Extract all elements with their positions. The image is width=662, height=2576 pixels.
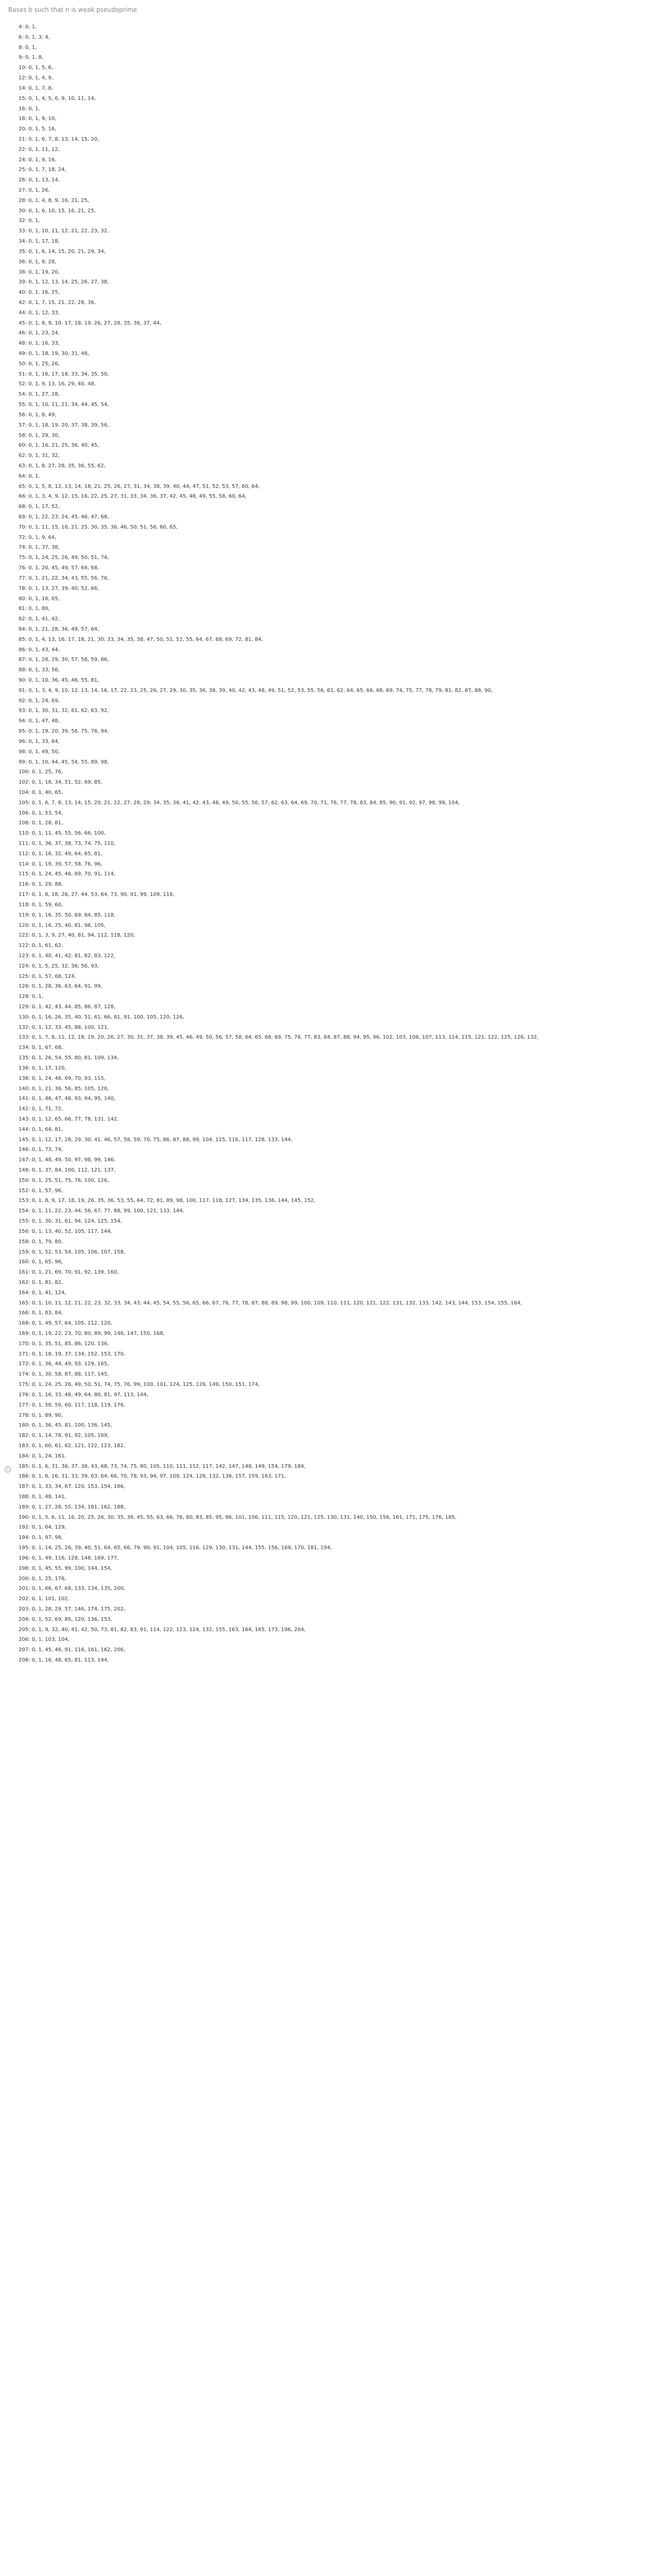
list-item: 187: 0, 1, 33, 34, 67, 120, 153, 154, 186, xyxy=(19,1484,125,1490)
list-item: 44: 0, 1, 12, 33, xyxy=(19,310,60,316)
list-item: 128: 0, 1, xyxy=(19,994,43,1000)
list-item: 38: 0, 1, 19, 20, xyxy=(19,269,60,275)
list-item: 188: 0, 1, 48, 141, xyxy=(19,1494,67,1500)
list-item: 206: 0, 1, 103, 104, xyxy=(19,1637,70,1643)
list-item: 32: 0, 1, xyxy=(19,218,40,224)
list-item: 42: 0, 1, 7, 15, 21, 22, 28, 36, xyxy=(19,299,96,306)
list-item: 91: 0, 1, 3, 4, 9, 10, 12, 13, 14, 16, 17, 22, 23, 25, 26, 27, 29, 30, 35, 36, 38, 39, 40, 42, 43, 48, 49, 51, 52, 53, 55, 56, 61, 62, 64, 65, 66, 68, 69, 74, 75, 77, 78, 79, 81, 82, 87, 88, 90, xyxy=(19,687,493,693)
list-item: 78: 0, 1, 13, 27, 39, 40, 52, 66, xyxy=(19,585,100,591)
list-item: 96: 0, 1, 33, 64, xyxy=(19,738,60,744)
list-item: 108: 0, 1, 28, 81, xyxy=(19,820,63,826)
list-item: 116: 0, 1, 29, 88, xyxy=(19,882,63,888)
list-item: 39: 0, 1, 12, 13, 14, 25, 26, 27, 38, xyxy=(19,279,109,285)
list-item: 169: 0, 1, 19, 22, 23, 70, 80, 89, 99, 146, 147, 150, 168, xyxy=(19,1331,165,1336)
list-item: 158: 0, 1, 79, 80, xyxy=(19,1239,63,1245)
list-item: 110: 0, 1, 11, 45, 55, 56, 66, 100, xyxy=(19,831,106,837)
list-item: 144: 0, 1, 64, 81, xyxy=(19,1126,63,1132)
list-item: 52: 0, 1, 9, 13, 16, 29, 40, 48, xyxy=(19,381,96,387)
list-item: 132: 0, 1, 12, 33, 45, 88, 100, 121, xyxy=(19,1024,109,1030)
list-item: 74: 0, 1, 37, 38, xyxy=(19,545,60,551)
result-list xyxy=(19,22,653,1666)
list-item: 207: 0, 1, 45, 46, 91, 116, 161, 162, 206, xyxy=(19,1647,125,1653)
list-item: 153: 0, 1, 8, 9, 17, 18, 19, 26, 35, 36, 53, 55, 64, 72, 81, 89, 98, 100, 117, 118, 127, 134, 135, 136, 144, 145, 152, xyxy=(19,1198,316,1204)
list-item: 140: 0, 1, 21, 36, 56, 85, 105, 120, xyxy=(19,1086,109,1092)
list-item: 136: 0, 1, 17, 120, xyxy=(19,1065,67,1071)
list-item: 201: 0, 1, 66, 67, 68, 133, 134, 135, 200, xyxy=(19,1586,125,1592)
list-item: 92: 0, 1, 24, 69, xyxy=(19,698,60,704)
list-item: 82: 0, 1, 41, 42, xyxy=(19,616,60,622)
list-item: 174: 0, 1, 30, 58, 87, 88, 117, 145, xyxy=(19,1371,109,1378)
list-item: 36: 0, 1, 9, 28, xyxy=(19,259,57,265)
list-item: 135: 0, 1, 26, 54, 55, 80, 81, 109, 134, xyxy=(19,1055,119,1061)
list-item: 145: 0, 1, 12, 17, 28, 29, 30, 41, 46, 57, 58, 59, 70, 75, 86, 87, 88, 99, 104, 115, 116, 117, 128, 133, 144, xyxy=(19,1137,293,1143)
list-item: 143: 0, 1, 12, 65, 66, 77, 78, 131, 142, xyxy=(19,1116,119,1122)
list-item: 133: 0, 1, 7, 8, 11, 12, 18, 19, 20, 26, 27, 30, 31, 37, 38, 39, 45, 46, 49, 50, 56, 57, 58, 64, 65, 68, 69, 75, 76, 77, 83, 84, 87, 88, 94, 95, 96, 102, 103, 106, 107, 113, 114, 115, 121, 122, 125, 126, 132, xyxy=(19,1035,539,1041)
list-item: 190: 0, 1, 5, 6, 11, 16, 20, 25, 26, 30, 35, 36, 45, 55, 63, 66, 76, 80, 83, 85, 95, 96, 101, 106, 111, 115, 120, 121, 125, 130, 131, 140, 150, 156, 161, 171, 175, 176, 185, xyxy=(19,1514,457,1520)
list-item: 15: 0, 1, 4, 5, 6, 9, 10, 11, 14, xyxy=(19,95,96,101)
list-item: 88: 0, 1, 33, 56, xyxy=(19,667,60,673)
list-item: 184: 0, 1, 24, 161, xyxy=(19,1453,67,1459)
list-item: 170: 0, 1, 35, 51, 85, 86, 120, 136, xyxy=(19,1341,109,1347)
list-item: 118: 0, 1, 59, 60, xyxy=(19,902,63,908)
list-item: 75: 0, 1, 24, 25, 26, 49, 50, 51, 74, xyxy=(19,555,109,561)
list-item: 49: 0, 1, 18, 19, 30, 31, 48, xyxy=(19,351,89,357)
list-item: 178: 0, 1, 89, 90, xyxy=(19,1412,63,1418)
list-item: 203: 0, 1, 28, 29, 57, 146, 174, 175, 202, xyxy=(19,1606,125,1612)
list-item: 26: 0, 1, 13, 14, xyxy=(19,177,60,183)
list-item: 87: 0, 1, 28, 29, 30, 57, 58, 59, 86, xyxy=(19,657,109,663)
list-item: 126: 0, 1, 28, 36, 63, 64, 91, 99, xyxy=(19,984,103,990)
list-item: 50: 0, 1, 25, 26, xyxy=(19,361,60,367)
list-item: 70: 0, 1, 11, 15, 16, 21, 25, 30, 35, 36, 46, 50, 51, 56, 60, 65, xyxy=(19,524,178,530)
list-item: 68: 0, 1, 17, 52, xyxy=(19,504,60,510)
list-item: 18: 0, 1, 9, 10, xyxy=(19,116,57,122)
list-item: 120: 0, 1, 16, 25, 40, 81, 96, 105, xyxy=(19,922,106,928)
list-item: 130: 0, 1, 16, 26, 35, 40, 51, 61, 66, 81, 91, 100, 105, 120, 126, xyxy=(19,1014,185,1020)
list-item: 34: 0, 1, 17, 18, xyxy=(19,239,60,245)
list-item: 205: 0, 1, 9, 32, 40, 41, 42, 50, 73, 81, 82, 83, 91, 114, 122, 123, 124, 132, 155, 163, 164, 165, 173, 196, 204, xyxy=(19,1626,306,1633)
list-item: 65: 0, 1, 5, 8, 12, 13, 14, 18, 21, 25, 26, 27, 31, 34, 38, 39, 40, 44, 47, 51, 52, 53, 57, 60, 64, xyxy=(19,483,260,489)
list-item: 100: 0, 1, 25, 76, xyxy=(19,769,63,775)
list-item: 150: 0, 1, 25, 51, 75, 76, 100, 126, xyxy=(19,1177,109,1183)
list-item: 204: 0, 1, 52, 69, 85, 120, 136, 153, xyxy=(19,1616,112,1622)
list-item: 80: 0, 1, 16, 65, xyxy=(19,596,60,602)
list-item: 58: 0, 1, 29, 30, xyxy=(19,432,60,438)
list-item: 114: 0, 1, 19, 39, 57, 58, 76, 96, xyxy=(19,861,103,867)
list-item: 86: 0, 1, 43, 44, xyxy=(19,647,60,653)
list-item: 56: 0, 1, 8, 49, xyxy=(19,412,57,418)
list-item: 48: 0, 1, 16, 33, xyxy=(19,341,60,347)
list-item: 202: 0, 1, 101, 102, xyxy=(19,1596,70,1602)
list-item: 84: 0, 1, 21, 28, 36, 49, 57, 64, xyxy=(19,626,100,632)
list-item: 95: 0, 1, 19, 20, 39, 56, 75, 76, 94, xyxy=(19,728,109,735)
list-item: 119: 0, 1, 16, 35, 50, 69, 84, 85, 118, xyxy=(19,912,115,918)
list-item: 171: 0, 1, 18, 19, 37, 134, 152, 153, 170, xyxy=(19,1351,125,1357)
list-item: 159: 0, 1, 52, 53, 54, 105, 106, 107, 158, xyxy=(19,1249,125,1255)
list-item: 24: 0, 1, 9, 16, xyxy=(19,157,57,163)
list-item: 66: 0, 1, 3, 4, 9, 12, 15, 16, 22, 25, 27, 31, 33, 34, 36, 37, 42, 45, 48, 49, 55, 58, 60, 64, xyxy=(19,494,247,500)
list-item: 147: 0, 1, 48, 49, 50, 97, 98, 99, 146, xyxy=(19,1157,115,1163)
list-item: 208: 0, 1, 16, 48, 65, 81, 113, 144, xyxy=(19,1657,109,1663)
list-item: 57: 0, 1, 18, 19, 20, 37, 38, 39, 56, xyxy=(19,422,109,428)
info-icon[interactable]: i xyxy=(5,1466,11,1472)
list-item: 99: 0, 1, 10, 44, 45, 54, 55, 89, 98, xyxy=(19,759,109,765)
list-item: 45: 0, 1, 8, 9, 10, 17, 18, 19, 26, 27, 28, 35, 36, 37, 44, xyxy=(19,320,161,326)
list-item: 69: 0, 1, 22, 23, 24, 45, 46, 47, 68, xyxy=(19,514,109,520)
list-item: 27: 0, 1, 26, xyxy=(19,188,50,193)
list-item: 138: 0, 1, 24, 46, 69, 70, 93, 115, xyxy=(19,1075,106,1081)
list-item: 189: 0, 1, 27, 28, 55, 134, 161, 162, 188, xyxy=(19,1504,125,1510)
list-item: 93: 0, 1, 30, 31, 32, 61, 62, 63, 92, xyxy=(19,708,109,714)
list-item: 33: 0, 1, 10, 11, 12, 21, 22, 23, 32, xyxy=(19,228,109,234)
list-item: 194: 0, 1, 97, 98, xyxy=(19,1535,63,1541)
list-item: 198: 0, 1, 45, 55, 99, 100, 144, 154, xyxy=(19,1565,112,1571)
list-item: 196: 0, 1, 49, 116, 128, 148, 169, 177, xyxy=(19,1555,119,1561)
list-item: 134: 0, 1, 67, 68, xyxy=(19,1045,63,1051)
list-item: 146: 0, 1, 73, 74, xyxy=(19,1147,63,1153)
list-item: 54: 0, 1, 27, 28, xyxy=(19,392,60,398)
list-item: 123: 0, 1, 40, 41, 42, 81, 82, 83, 122, xyxy=(19,953,115,959)
list-item: 180: 0, 1, 36, 45, 81, 100, 136, 145, xyxy=(19,1422,112,1429)
list-item: 22: 0, 1, 11, 12, xyxy=(19,146,60,152)
list-item: 20: 0, 1, 5, 16, xyxy=(19,126,57,132)
page-title: Bases b such that n is weak pseudoprime xyxy=(8,6,137,13)
list-item: 9: 0, 1, 8, xyxy=(19,55,43,61)
list-item: 106: 0, 1, 53, 54, xyxy=(19,810,63,816)
list-item: 35: 0, 1, 6, 14, 15, 20, 21, 29, 34, xyxy=(19,248,106,255)
list-item: 4: 0, 1, xyxy=(19,24,37,30)
list-item: 25: 0, 1, 7, 18, 24, xyxy=(19,167,67,173)
list-item: 186: 0, 1, 6, 16, 31, 33, 39, 63, 64, 66, 70, 78, 93, 94, 97, 109, 124, 126, 132, 136, 157, 159, 163, 171, xyxy=(19,1473,286,1480)
list-item: 6: 0, 1, 3, 4, xyxy=(19,34,50,40)
list-item: 152: 0, 1, 57, 96, xyxy=(19,1188,63,1194)
list-item: 200: 0, 1, 25, 176, xyxy=(19,1575,67,1582)
list-item: 76: 0, 1, 20, 45, 49, 57, 64, 68, xyxy=(19,565,100,571)
list-item: 64: 0, 1, xyxy=(19,473,40,479)
list-item: 166: 0, 1, 83, 84, xyxy=(19,1310,63,1316)
list-item: 94: 0, 1, 47, 48, xyxy=(19,718,60,724)
list-item: 156: 0, 1, 13, 40, 52, 105, 117, 144, xyxy=(19,1228,112,1234)
list-item: 112: 0, 1, 16, 32, 49, 64, 65, 81, xyxy=(19,851,103,857)
list-item: 8: 0, 1, xyxy=(19,44,37,50)
list-item: 160: 0, 1, 65, 96, xyxy=(19,1259,63,1265)
list-item: 155: 0, 1, 30, 31, 61, 94, 124, 125, 154, xyxy=(19,1218,122,1225)
list-item: 72: 0, 1, 9, 64, xyxy=(19,534,57,540)
list-item: 105: 0, 1, 6, 7, 8, 13, 14, 15, 20, 21, 22, 27, 28, 29, 34, 35, 36, 41, 42, 43, 48, 49, 50, 55, 56, 57, 62, 63, 64, 69, 70, 71, 76, 77, 78, 83, 84, 85, 90, 91, 92, 97, 98, 99, 104, xyxy=(19,800,460,806)
list-item: 182: 0, 1, 14, 78, 91, 92, 105, 169, xyxy=(19,1433,109,1439)
list-item: 176: 0, 1, 16, 33, 48, 49, 64, 80, 81, 97, 113, 144, xyxy=(19,1392,148,1398)
list-item: 104: 0, 1, 40, 65, xyxy=(19,789,63,795)
list-item: 175: 0, 1, 24, 25, 26, 49, 50, 51, 74, 75, 76, 99, 100, 101, 124, 125, 126, 149, 150, 151, 174, xyxy=(19,1382,260,1388)
list-item: 90: 0, 1, 10, 36, 45, 46, 55, 81, xyxy=(19,677,100,683)
list-item: 122: 0, 1, 3, 9, 27, 40, 81, 94, 112, 118, 120, xyxy=(19,933,135,939)
list-item: 142: 0, 1, 71, 72, xyxy=(19,1106,63,1112)
list-item: 60: 0, 1, 16, 21, 25, 36, 40, 45, xyxy=(19,443,100,449)
list-item: 162: 0, 1, 81, 82, xyxy=(19,1279,63,1285)
list-item: 77: 0, 1, 21, 22, 34, 43, 55, 56, 76, xyxy=(19,575,109,581)
list-item: 21: 0, 1, 6, 7, 8, 13, 14, 15, 20, xyxy=(19,136,100,142)
list-item: 161: 0, 1, 21, 69, 70, 91, 92, 139, 160, xyxy=(19,1269,119,1276)
list-item: 46: 0, 1, 23, 24, xyxy=(19,330,60,336)
list-item: 164: 0, 1, 41, 124, xyxy=(19,1290,67,1296)
list-item: 185: 0, 1, 6, 31, 36, 37, 38, 43, 68, 73, 74, 75, 80, 105, 110, 111, 112, 117, 142, 147, 148, 149, 154, 179, 184, xyxy=(19,1463,306,1469)
list-item: 55: 0, 1, 10, 11, 21, 34, 44, 45, 54, xyxy=(19,402,109,408)
list-item: 117: 0, 1, 8, 18, 26, 27, 44, 53, 64, 73, 90, 91, 99, 109, 116, xyxy=(19,892,175,898)
list-item: 192: 0, 1, 64, 129, xyxy=(19,1524,67,1531)
list-item: 111: 0, 1, 36, 37, 38, 73, 74, 75, 110, xyxy=(19,841,115,846)
list-item: 148: 0, 1, 37, 84, 100, 112, 121, 137, xyxy=(19,1167,115,1173)
list-item: 165: 0, 1, 10, 11, 12, 21, 22, 23, 32, 33, 34, 43, 44, 45, 54, 55, 56, 65, 66, 67, 76, 77, 78, 87, 88, 89, 98, 99, 100, 109, 110, 111, 120, 121, 122, 131, 132, 133, 142, 143, 144, 153, 154, 155, 164, xyxy=(19,1300,522,1306)
list-item: 125: 0, 1, 57, 68, 124, xyxy=(19,973,76,979)
list-item: 85: 0, 1, 4, 13, 16, 17, 18, 21, 30, 33, 34, 35, 38, 47, 50, 51, 52, 55, 64, 67, 68, 69, 72, 81, 84, xyxy=(19,636,263,642)
list-item: 115: 0, 1, 24, 45, 46, 69, 70, 91, 114, xyxy=(19,871,115,877)
list-item: 129: 0, 1, 42, 43, 44, 85, 86, 87, 128, xyxy=(19,1004,115,1010)
list-item: 124: 0, 1, 5, 25, 32, 36, 56, 93, xyxy=(19,963,100,969)
list-item: 122: 0, 1, 61, 62, xyxy=(19,943,63,949)
list-item: 172: 0, 1, 36, 44, 49, 93, 129, 165, xyxy=(19,1361,109,1367)
list-item: 14: 0, 1, 7, 8, xyxy=(19,85,53,91)
list-item: 81: 0, 1, 80, xyxy=(19,606,50,612)
list-item: 63: 0, 1, 8, 27, 28, 35, 36, 55, 62, xyxy=(19,463,106,469)
list-item: 183: 0, 1, 60, 61, 62, 121, 122, 123, 182, xyxy=(19,1443,125,1449)
list-item: 16: 0, 1, xyxy=(19,106,40,112)
list-item: 98: 0, 1, 49, 50, xyxy=(19,749,60,755)
list-item: 30: 0, 1, 6, 10, 15, 16, 21, 25, xyxy=(19,208,96,214)
list-item: 28: 0, 1, 4, 8, 9, 16, 21, 25, xyxy=(19,197,89,204)
list-item: 141: 0, 1, 46, 47, 48, 93, 94, 95, 140, xyxy=(19,1096,115,1102)
list-item: 12: 0, 1, 4, 9, xyxy=(19,75,53,81)
list-item: 195: 0, 1, 14, 25, 26, 39, 40, 51, 64, 65, 66, 79, 90, 91, 104, 105, 116, 129, 130, 131, 144, 155, 156, 169, 170, 181, 194, xyxy=(19,1545,332,1551)
list-item: 177: 0, 1, 58, 59, 60, 117, 118, 119, 176, xyxy=(19,1402,125,1408)
list-item: 40: 0, 1, 16, 25, xyxy=(19,290,60,296)
list-item: 154: 0, 1, 11, 22, 23, 44, 56, 67, 77, 88, 99, 100, 121, 133, 144, xyxy=(19,1208,185,1214)
list-item: 10: 0, 1, 5, 6, xyxy=(19,65,53,71)
list-item: 168: 0, 1, 49, 57, 64, 105, 112, 120, xyxy=(19,1320,112,1327)
list-item: 51: 0, 1, 16, 17, 18, 33, 34, 35, 50, xyxy=(19,371,109,377)
list-item: 62: 0, 1, 31, 32, xyxy=(19,453,60,459)
list-item: 102: 0, 1, 18, 34, 51, 52, 69, 85, xyxy=(19,779,103,786)
